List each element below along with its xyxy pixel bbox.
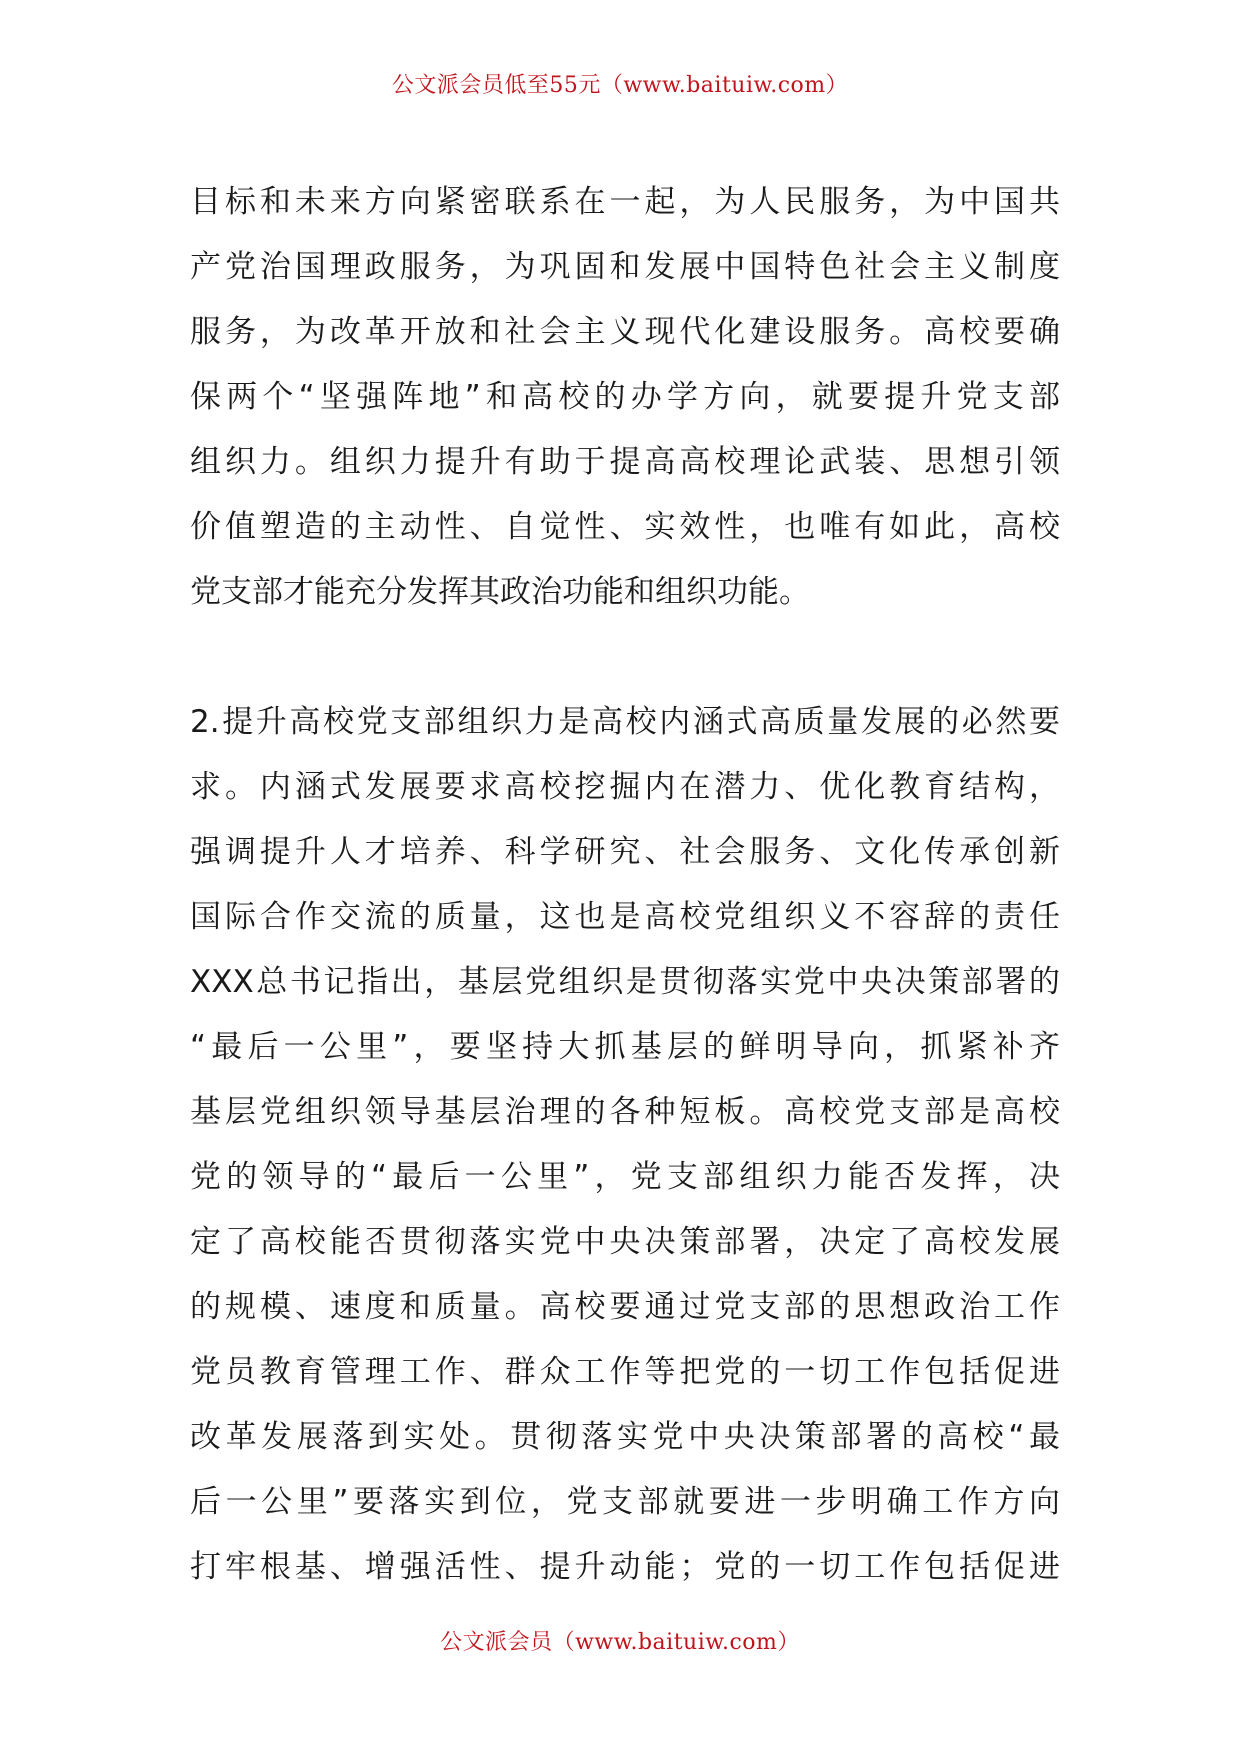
text-line: 党的领导的“最后一公里”，党支部组织力能否发挥，决: [190, 1159, 1060, 1195]
text-line: XXX总书记指出，基层党组织是贯彻落实党中央决策部署的: [190, 964, 1060, 1000]
page-footer-watermark: 公文派会员（www.baituiw.com）: [440, 1630, 800, 1655]
text-line: 产党治国理政服务，为巩固和发展中国特色社会主义制度: [190, 249, 1060, 285]
text-line: 目标和未来方向紧密联系在一起，为人民服务，为中国共: [190, 184, 1060, 220]
text-line: 求。内涵式发展要求高校挖掘内在潜力、优化教育结构，: [190, 769, 1060, 805]
text-line: “最后一公里”，要坚持大抓基层的鲜明导向，抓紧补齐: [190, 1029, 1060, 1065]
text-line: 2.提升高校党支部组织力是高校内涵式高质量发展的必然要: [190, 704, 1060, 740]
text-line: 国际合作交流的质量，这也是高校党组织义不容辞的责任: [190, 899, 1060, 935]
text-line: 强调提升人才培养、科学研究、社会服务、文化传承创新: [190, 834, 1060, 870]
text-line: 基层党组织领导基层治理的各种短板。高校党支部是高校: [190, 1094, 1060, 1130]
document-body: [190, 170, 1060, 1600]
text-line: 价值塑造的主动性、自觉性、实效性，也唯有如此，高校: [190, 509, 1060, 545]
text-line: 服务，为改革开放和社会主义现代化建设服务。高校要确: [190, 314, 1060, 350]
text-line: 的规模、速度和质量。高校要通过党支部的思想政治工作: [190, 1289, 1060, 1325]
text-line: 后一公里”要落实到位，党支部就要进一步明确工作方向: [190, 1484, 1060, 1520]
text-line: 保两个“坚强阵地”和高校的办学方向，就要提升党支部: [190, 379, 1060, 415]
text-line: 组织力。组织力提升有助于提高高校理论武装、思想引领: [190, 444, 1060, 480]
text-line: 改革发展落到实处。贯彻落实党中央决策部署的高校“最: [190, 1419, 1060, 1455]
text-line: 党支部才能充分发挥其政治功能和组织功能。: [190, 574, 810, 610]
page-header-watermark: 公文派会员低至55元（www.baituiw.com）: [391, 73, 849, 98]
paragraph-2: [190, 690, 1060, 1600]
paragraph-1: [190, 170, 1060, 625]
text-line: 定了高校能否贯彻落实党中央决策部署，决定了高校发展: [190, 1224, 1060, 1260]
text-line: 党员教育管理工作、群众工作等把党的一切工作包括促进: [190, 1354, 1060, 1390]
text-line: 打牢根基、增强活性、提升动能；党的一切工作包括促进: [190, 1549, 1060, 1585]
